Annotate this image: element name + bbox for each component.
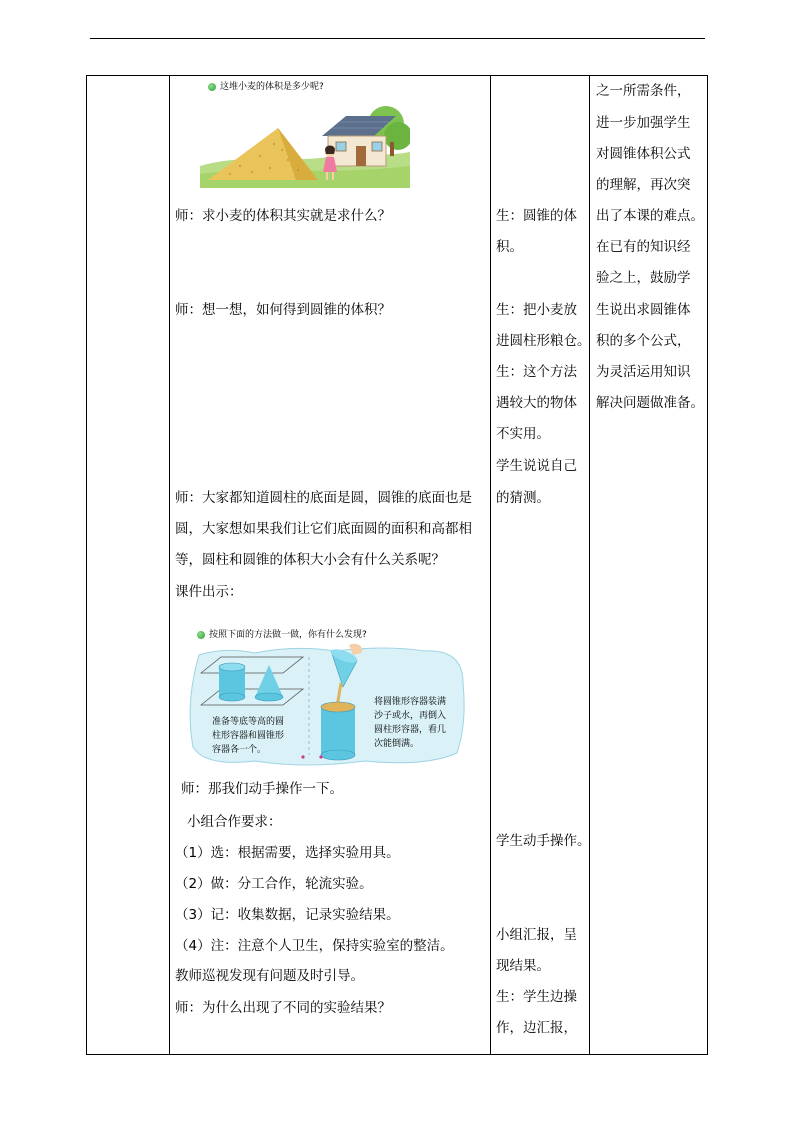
teacher-text-line: 师：大家都知道圆柱的底面是圆，圆锥的底面也是 [175,490,472,506]
group-requirements-title: 小组合作要求： [187,814,282,830]
student-response-line: 学生说说自己 [496,458,577,474]
student-response-line: 作，边汇报， [496,1020,577,1036]
figure1-caption: 这堆小麦的体积是多少呢? [220,82,324,92]
cylinder-icon [219,663,245,701]
student-response-line: 现结果。 [496,958,550,974]
design-intent-line: 为灵活运用知识 [596,364,691,380]
figure2-right-text: 圆柱形容器，看几 [374,725,447,735]
figure2-right-text: 沙子或水，再倒入 [374,711,447,721]
student-response-line: 不实用。 [496,426,550,442]
teacher-question-2: 师：想一想，如何得到圆锥的体积？ [175,302,391,318]
student-response-line: 生：学生边操 [496,989,577,1005]
student-response-line: 的猜测。 [496,490,550,506]
student-response-line: 生：圆锥的体 [496,208,577,224]
teacher-question-1: 师：求小麦的体积其实就是求什么？ [175,208,391,224]
design-intent-line: 生说出求圆锥体 [596,302,691,318]
figure1-caption-row [208,81,324,93]
header-rule [90,38,705,39]
figure2-right-text: 将圆锥形容器装满 [374,697,447,707]
figure2-right-text: 次能倒满。 [374,739,420,749]
requirement-item: （2）做：分工合作，轮流实验。 [175,876,373,892]
courseware-label: 课件出示： [175,584,243,600]
requirement-item: （4）注：注意个人卫生，保持实验室的整洁。 [175,938,454,954]
figure2-caption-row [197,629,367,641]
figure2-left-text: 容器各一个。 [212,745,267,755]
receiving-cylinder-icon [321,702,355,760]
design-intent-line: 验之上，鼓励学 [596,270,691,286]
design-intent-line: 之一所需条件， [596,83,691,99]
design-intent-line: 解决问题做准备。 [596,395,704,411]
column-divider-2 [490,76,491,1054]
student-response-line: 遇较大的物体 [496,395,577,411]
student-response-line: 学生动手操作。 [496,833,591,849]
design-intent-line: 出了本课的难点。 [596,208,704,224]
student-response-line: 生：这个方法 [496,364,577,380]
wheat-pile-icon [208,128,318,180]
student-response-line: 小组汇报，呈 [496,927,577,943]
bullet-icon [208,83,216,91]
design-intent-line: 的理解，再次突 [596,177,691,193]
figure2-left-text: 准备等底等高的圆 [212,717,285,727]
requirement-item: （1）选：根据需要，选择实验用具。 [175,845,400,861]
design-intent-line: 对圆锥体积公式 [596,146,691,162]
design-intent-line: 在已有的知识经 [596,239,691,255]
bullet-icon [197,631,205,639]
teacher-operate-line: 师：那我们动手操作一下。 [181,781,343,797]
wheat-pile-illustration [200,96,410,188]
teacher-text-line: 圆，大家想如果我们让它们底面圆的面积和高都相 [175,521,472,537]
column-divider-3 [589,76,590,1054]
column-divider-1 [169,76,170,1054]
teacher-question-3: 师：为什么出现了不同的实验结果？ [175,1000,391,1016]
student-response-line: 积。 [496,239,523,255]
requirement-item: （3）记：收集数据，记录实验结果。 [175,907,400,923]
design-intent-line: 积的多个公式， [596,333,691,349]
figure2-left-text: 柱形容器和圆锥形 [212,731,285,741]
figure2-caption: 按照下面的方法做一做，你有什么发现? [209,630,367,640]
teacher-text-line: 等，圆柱和圆锥的体积大小会有什么关系呢？ [175,552,445,568]
student-response-line: 进圆柱形粮仓。 [496,333,591,349]
design-intent-line: 进一步加强学生 [596,115,691,131]
student-response-line: 生：把小麦放 [496,302,577,318]
teacher-guidance-line: 教师巡视发现有问题及时引导。 [175,968,364,984]
